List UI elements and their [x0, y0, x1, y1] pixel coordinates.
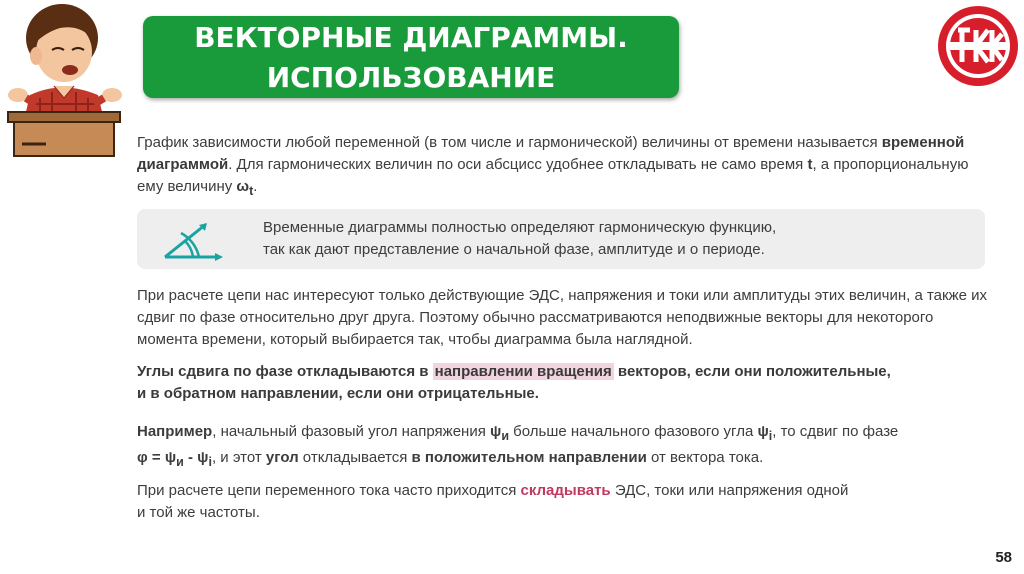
psi-i-symbol: ψ	[757, 423, 769, 440]
paragraph-4	[137, 421, 987, 473]
p4-bold-example: Например	[137, 423, 213, 440]
p3-highlight: направлении вращения	[434, 363, 612, 380]
slide-title	[143, 16, 679, 98]
p4-bold-angle: угол	[265, 449, 299, 466]
intro-bold-term: временной диаграммой	[137, 134, 965, 173]
p4-text-5: откладывается	[298, 449, 412, 466]
phi-expr-2: - ψ	[183, 449, 209, 466]
intro-text-2: . Для гармонических величин по оси абсцисс удобнее откладывать не само время	[228, 156, 808, 173]
paragraph-3-line-1	[137, 361, 987, 383]
p5-text-2: ЭДС, токи или напряжения одной	[610, 482, 849, 499]
callout-line-1: Временные диаграммы полностью определяют гармоническую функцию,	[263, 219, 777, 236]
p4-psi-u	[490, 423, 510, 443]
omega-subscript: t	[249, 184, 254, 198]
intro-omega	[236, 178, 254, 198]
omega-symbol: ω	[236, 178, 250, 195]
callout-text	[263, 217, 963, 261]
p3-text-1: Углы сдвига по фазе откладываются в	[137, 363, 433, 380]
paragraph-5	[137, 480, 987, 524]
intro-text-4: .	[253, 178, 258, 195]
phi-sub-1: и	[176, 455, 184, 469]
paragraph-3-line-2: и в обратном направлении, если они отрицательные.	[137, 385, 539, 402]
phi-sub-2: i	[208, 455, 212, 469]
title-line-1: ВЕКТОРНЫЕ ДИАГРАММЫ.	[194, 21, 628, 54]
paragraph-3	[137, 361, 987, 405]
p4-text-6: от вектора тока.	[646, 449, 764, 466]
p3-text-2: векторов, если они положительные,	[613, 363, 891, 380]
phi-expr-1: φ = ψ	[137, 449, 177, 466]
intro-text-1: График зависимости любой переменной (в том числе и гармонической) величины от времени называется	[137, 134, 882, 151]
p4-bold-direction: в положительном направлении	[411, 449, 647, 466]
title-line-2: ИСПОЛЬЗОВАНИЕ	[266, 61, 556, 94]
p4-text-4: , и этот	[211, 449, 266, 466]
page-number: 58	[995, 549, 1012, 566]
intro-text-3: , а пропорциональную ему величину	[137, 156, 969, 195]
p5-text-1: При расчете цепи переменного тока часто приходится	[137, 482, 521, 499]
intro-paragraph	[137, 132, 987, 202]
p4-psi-i	[757, 423, 773, 443]
psi-u-subscript: и	[501, 429, 510, 443]
intro-bold-t: t	[807, 156, 813, 173]
info-callout	[137, 209, 985, 269]
p4-text-3: , то сдвиг по фазе	[772, 423, 899, 440]
psi-u-symbol: ψ	[490, 423, 502, 440]
callout-line-2: так как дают представление о начальной фазе, амплитуде и о периоде.	[263, 241, 765, 258]
paragraph-5-line-2: и той же частоты.	[137, 504, 260, 521]
p5-pink-term: складывать	[520, 482, 611, 499]
brand-logo	[936, 4, 1020, 88]
angle-icon	[161, 217, 235, 263]
psi-i-subscript: i	[768, 429, 773, 443]
teacher-mascot-illustration	[0, 0, 150, 165]
paragraph-2: При расчете цепи нас интересуют только действующие ЭДС, напряжения и токи или амплитуды этих величин, а также их сдвиг по фазе относительно друг друга. Поэтому обычно рассматриваются неподвижные векторы для некоторого момента времени, который выбирается так, чтобы диаграмма была наглядной.	[137, 287, 987, 348]
p4-phi-expression	[137, 449, 212, 469]
p4-text-1: , начальный фазовый угол напряжения	[212, 423, 491, 440]
p4-text-2: больше начального фазового угла	[509, 423, 758, 440]
paragraph-5-line-1	[137, 480, 987, 502]
